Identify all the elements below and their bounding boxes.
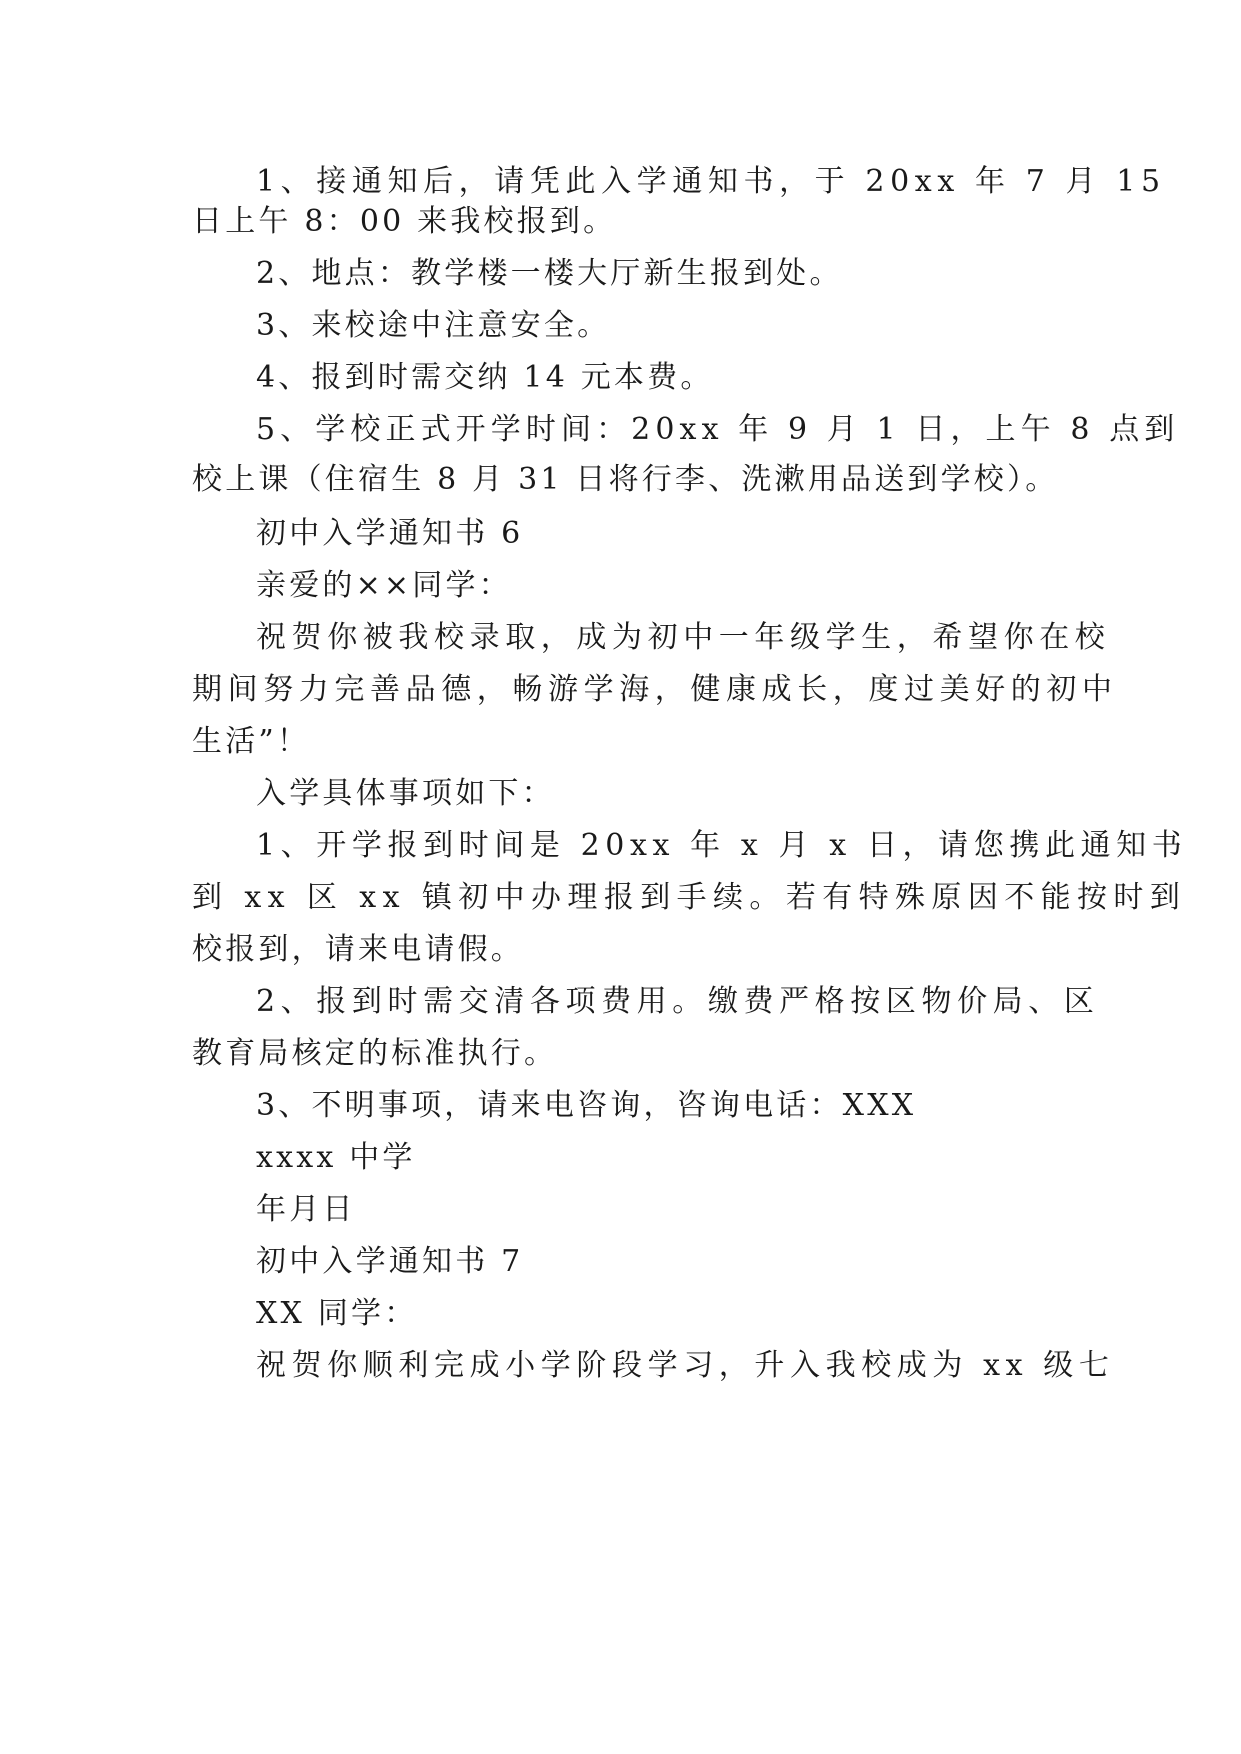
paragraph-line: 1、接通知后，请凭此入学通知书，于 20xx 年 7 月 15 bbox=[256, 164, 1166, 199]
paragraph-line: 校上课（住宿生 8 月 31 日将行李、洗漱用品送到学校）。 bbox=[192, 462, 1059, 497]
paragraph-line: 到 xx 区 xx 镇初中办理报到手续。若有特殊原因不能按时到 bbox=[192, 880, 1187, 915]
paragraph-line: 5、学校正式开学时间：20xx 年 9 月 1 日，上午 8 点到 bbox=[256, 412, 1180, 447]
paragraph-line: 2、报到时需交清各项费用。缴费严格按区物价局、区 bbox=[256, 984, 1100, 1019]
paragraph-line: 期间努力完善品德，畅游学海，健康成长，度过美好的初中 bbox=[192, 672, 1118, 707]
section-heading: 初中入学通知书 6 bbox=[256, 516, 524, 551]
salutation: 亲爱的××同学： bbox=[256, 568, 512, 603]
paragraph-line: 祝贺你顺利完成小学阶段学习，升入我校成为 xx 级七 bbox=[256, 1348, 1115, 1383]
paragraph-line: 3、不明事项，请来电咨询，咨询电话：XXX bbox=[256, 1088, 917, 1123]
date-line: 年月日 bbox=[256, 1192, 356, 1227]
paragraph-line: 教育局核定的标准执行。 bbox=[192, 1036, 558, 1071]
paragraph-line: 祝贺你被我校录取，成为初中一年级学生，希望你在校 bbox=[256, 620, 1111, 655]
paragraph-line: 2、地点：教学楼一楼大厅新生报到处。 bbox=[256, 256, 843, 291]
section-heading: 初中入学通知书 7 bbox=[256, 1244, 524, 1279]
paragraph-line: 入学具体事项如下： bbox=[256, 776, 555, 811]
paragraph-line: 1、开学报到时间是 20xx 年 x 月 x 日，请您携此通知书 bbox=[256, 828, 1188, 863]
salutation: XX 同学： bbox=[256, 1296, 418, 1331]
paragraph-line: 生活”！ bbox=[192, 724, 311, 759]
school-name: xxxx 中学 bbox=[256, 1140, 416, 1175]
paragraph-line: 4、报到时需交纳 14 元本费。 bbox=[256, 360, 714, 395]
paragraph-line: 校报到，请来电请假。 bbox=[192, 932, 524, 967]
paragraph-line: 3、来校途中注意安全。 bbox=[256, 308, 611, 343]
paragraph-line: 日上午 8：00 来我校报到。 bbox=[192, 204, 617, 239]
